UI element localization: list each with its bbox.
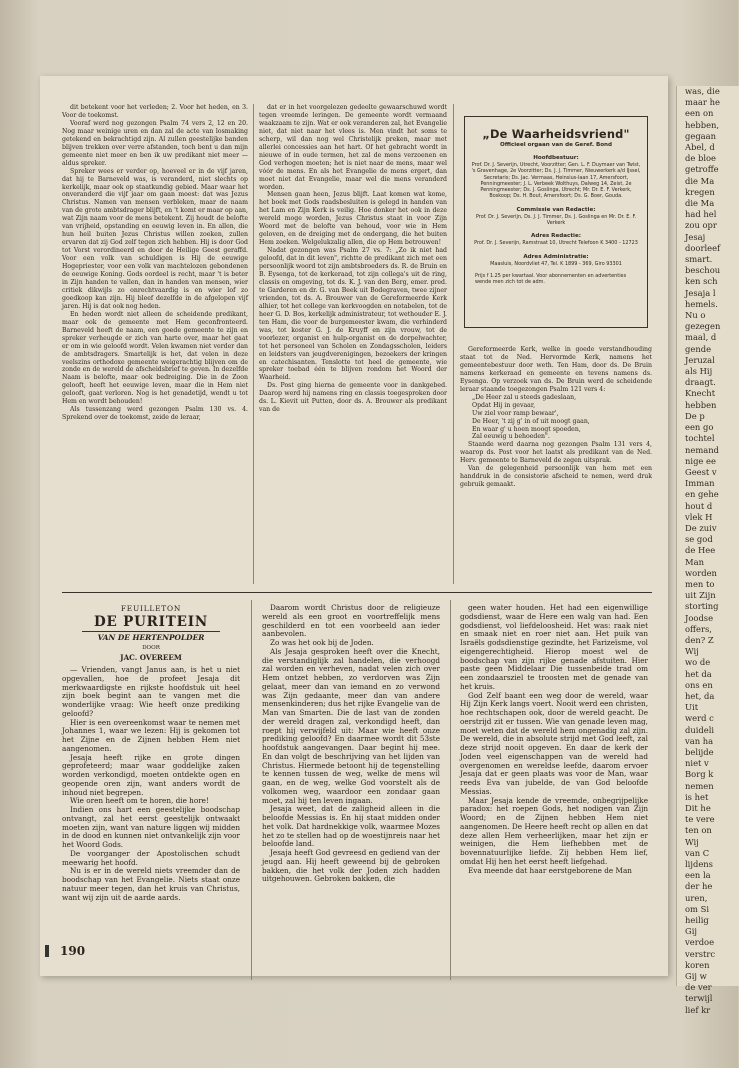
adjacent-page-line: lief kr xyxy=(685,1004,711,1015)
adjacent-page-line: heilig xyxy=(685,915,709,926)
page-number: 190 xyxy=(60,944,86,958)
adjacent-page-line: duideli xyxy=(685,724,715,735)
adjacent-page-line: is het xyxy=(685,791,709,802)
masthead-title: „De Waarheidsvriend" xyxy=(482,127,630,141)
edge-mark xyxy=(45,945,49,957)
paragraph: Uw ziel voor ramp bewaar', xyxy=(472,409,559,417)
story-title: DE PURITEIN xyxy=(94,614,208,630)
adjacent-page-line: storting xyxy=(685,601,719,612)
adjacent-page-line: om Si xyxy=(685,903,710,914)
paragraph: Van de gelegenheid persoonlijk van hem met een handdruk in de consistorie afscheid te nemen, werd druk gebruik gemaakt. xyxy=(460,465,652,489)
paragraph: Ds. Post ging hierna de gemeente voor in dankgebed. Daarop werd hij namens ring en classis toegesproken door ds. L. Kievit uit Putten, door ds. A. Brouwer als predikant van de xyxy=(259,382,447,414)
paragraph: Zal eeuwig u behoeden". xyxy=(472,433,550,441)
editorial-heading: Commissie van Redactie: xyxy=(516,206,596,213)
adjacent-page-line: van ha xyxy=(685,735,714,746)
adjacent-page-line: een la xyxy=(685,870,711,881)
paragraph: De Heer, 't zij g' in of uit moogt gaan, xyxy=(472,417,590,425)
paragraph: geen water houden. Het had een eigenwillige godsdienst, waar de Here een walg van had. Een godsdienst, vol liefdeloosheid. Het was: raak niet en smaak niet en roer niet aan. Het puik van Israëls godsdienstige gezindte, het Farizeïsme, vol eigengerechtigheid. Hierop moest wel de boodschap van zijn rijke genade afstuiten. Hier paste geen Middelaar Die tussenbeide trad om een zondaarsziel te troosten met de genade van het kruis. xyxy=(460,603,648,691)
adjacent-page-line: hemels. xyxy=(685,298,718,309)
paragraph: Als Jesaja gesproken heeft over die Knecht, die verstandiglijk zal handelen, die verhoogd zal worden en verheven, nadat velen zich over Hem ontzet hebben, zo verdorven was Zijn gelaat, meer dan van iemand en zo verwond was Zijn gedaante, meer dan van andere mensenkinderen; dus het rijke Evangelie van de Man van Smarten. Die de last van de zonden der wereld dragen zal, verkondigd heeft, dan roept hij verwijfeld uit: Maar wie heeft onze prediking geloofd? En daarmee wordt dit 53ste hoofdstuk aangevangen. Daar begint hij mee. En dan volgt de beschrijving van het lijden van Christus. Hiermede betoont hij de tegenstelling te kennen tussen de weg, welke de mens wil gaan, en de weg, welke God voorstelt als de volkomen weg, waardoor een zondaar gaan moet, zal hij ten leven ingaan. xyxy=(262,646,440,805)
adjacent-page-line: hout d xyxy=(685,500,713,511)
adjacent-page-line: worden xyxy=(685,567,717,578)
adjacent-page-line: verdoe xyxy=(685,937,715,948)
adjacent-page-line: wo de xyxy=(685,657,711,668)
adjacent-page-line: De zuiv xyxy=(685,522,717,533)
adjacent-page-line: werd c xyxy=(685,713,714,724)
paragraph: Indien ons hart een geestelijke boodschap ontvangt, zal het eerst geestelijk ontwaakt moeten zijn, want van nature liggen wij midden in de dood en kunnen niet ontvankelijk zijn voor het Woord Gods. xyxy=(62,805,240,849)
adjacent-page-line: te vere xyxy=(685,814,715,825)
feuilleton-column-3 xyxy=(460,604,648,875)
adjacent-page-line: se god xyxy=(685,534,713,545)
adjacent-page-line: niet v xyxy=(685,758,709,769)
adjacent-page-line: smart. xyxy=(685,254,713,265)
adjacent-page-line: hebben xyxy=(685,399,717,410)
story-author: JAC. OVEREEM xyxy=(120,653,182,662)
adjacent-page-line: draagt. xyxy=(685,377,716,388)
adjacent-page-line: nemen xyxy=(685,780,714,791)
adjacent-page-line: een go xyxy=(685,422,714,433)
paragraph: Staande werd daarna nog gezongen Psalm 131 vers 4, waarop ds. Post voor het laatst als predikant van de Ned. Herv. gemeente te Barneveld de zegen uitsprak. xyxy=(460,441,652,465)
story-subtitle: VAN DE HERTENPOLDER xyxy=(97,633,205,642)
feuilleton-label: FEUILLETON xyxy=(120,604,182,613)
adjacent-page-line: vlek H xyxy=(685,511,713,522)
adjacent-page-line: Gij xyxy=(685,926,697,937)
board-heading: Hoofdbestuur: xyxy=(533,155,579,161)
adjacent-page-fragment xyxy=(676,86,739,1015)
paragraph: Hier is een overeenkomst waar te nemen met Johannes 1, waar we lezen: Hij is gekomen tot het Zijne en de Zijnen hebben Hem niet aangenomen. xyxy=(62,717,240,753)
adjacent-page-line: verstrc xyxy=(685,948,716,959)
adjacent-page-line: uren, xyxy=(685,892,708,903)
paragraph: — Vrienden, vangt Janus aan, is het u niet opgevallen, hoe de profeet Jesaja dit merkwaardigste en rijkste hoofdstuk uit heel zijn boek begint aan te vangen met die wonderlijke vraag: Wie heeft onze prediking geloofd? xyxy=(62,665,240,718)
adjacent-page-line: maar he xyxy=(685,97,720,108)
column-rule xyxy=(253,104,254,584)
adjacent-page-line: Wij xyxy=(685,836,699,847)
editor-address-text: Prof. Dr. J. Severijn, Ramstraat 10, Utrecht Telefoon K 3400 - 12723 xyxy=(474,240,638,247)
adjacent-page-line: Man xyxy=(685,556,704,567)
adjacent-page-line: gende xyxy=(685,343,712,354)
paragraph: En heden wordt niet alleen de scheidende predikant, maar ook de gemeente met Hem geconfronteerd. Barneveld heeft de naam, een goede gemeente te zijn en spreker verheugde er zich van harte over, maar het gaat er om in wie geloofd wordt. Velen kwamen niet verder dan de ambtsdragers. Smartelijk is het, dat velen in deze veelszins orthodoxe gemeente weigerachtig blijven om de zonde en de wereld de afscheidsbrief te geven. In dezelfde Naam is belofte, maar ook bedreiging. Die in de Zoon gelooft, heeft het eeuwige leven, maar die in Hem niet gelooft, gaat verloren. Nog is het genadetijd, wendt u tot Hem en wordt behouden! xyxy=(62,310,248,406)
upper-column-1 xyxy=(62,104,248,422)
board-text: Prof. Dr. J. Severijn, Utrecht, Voorzitter; Gen. L. F. Duymaer van Twist, 's Gravenhage, 2e Voorzitter; Ds. J. J. Timmer, Nieuwerkerk a/d IJssel, Secretaris; Ds. Jac. Vermaas, Heinsius-laan 17, Amersfoort, Penningmeester; J. L. Verbeek Wolthuys, Dalweg 14, Zeist, 2e Penningmeester; Ds. J. Goslinga, Utrecht; Mr. Dr. E. F. Verkerk, Boskoop; Ds. H. Bout, Amersfoort; Ds. G. Boer, Gouda. xyxy=(471,162,641,200)
adjacent-page-line: tochtel xyxy=(685,433,715,444)
adjacent-page-line: die Ma xyxy=(685,175,715,186)
adjacent-page-line: het, da xyxy=(685,690,715,701)
paragraph: En waar g' u hoen moogt spoeden, xyxy=(472,425,581,433)
adjacent-page-line: was, die xyxy=(685,86,720,96)
adjacent-page-line: die Ma xyxy=(685,198,715,209)
feuilleton-column-2 xyxy=(262,604,440,884)
adjacent-page-line: Knecht xyxy=(685,388,716,399)
adjacent-page-line: Borg k xyxy=(685,769,714,780)
paragraph: God Zelf baant een weg door de wereld, waar Hij Zijn Kerk langs voert. Nooit werd een christen, hoe rechtschapen ook, door de wereld geacht. De oerstrijd zit er tussen. Wie van genade leven mag, moet weten dat de wereld hem ongenadig zal zijn. De wereld, die in absolute strijd met God leeft, zal deze strijd nooit opgeven. En daar de kerk der Joden veel eigenschappen van de wereld had overgenomen en wereldse leefde, daarom ervoer Jesaja dat er geen plaats was voor de Man, waar reeds Eva van jubelde, de van God beloofde Messias. xyxy=(460,690,648,796)
adjacent-page-line: gegaan xyxy=(685,130,717,141)
paragraph: Wie oren heeft om te horen, die hore! xyxy=(70,796,209,806)
adjacent-page-line: belijde xyxy=(685,746,714,757)
price-text: Prijs f 1.25 per kwartaal. Voor abonnementen en advertenties wende men zich tot de adm. xyxy=(475,272,627,286)
adjacent-page-line: Jeruzal xyxy=(685,354,715,365)
adjacent-page-line: beschou xyxy=(685,265,721,276)
adjacent-page-line: een on xyxy=(685,108,714,119)
adjacent-page-line: offers, xyxy=(685,623,712,634)
adjacent-page-line: ken sch xyxy=(685,276,718,287)
paragraph: Maar Jesaja kende de vreemde, onbegrijpelijke paradox: het roepen Gods, het nodigen van Zijn Woord; en de Zijnen hebben Hem niet aangenomen. De Heere heeft recht op allen en dat deze allen Hem verheerlijken, maar het zijn er weinigen, die Hem liefhebben met de bovennatuurlijke liefde. Zij hebben Hem lief, omdat Hij hen het eerst heeft liefgehad. xyxy=(460,795,648,866)
adjacent-page-line: de bloe xyxy=(685,153,717,164)
adjacent-page-line: gezegen xyxy=(685,321,721,332)
adjacent-page-line: Jesaja l xyxy=(685,287,716,298)
paragraph: Gereformeerde Kerk, welke in goede verstandhouding staat tot de Ned. Hervormde Kerk, namens het gemeentebestuur door weth. Ten Ham, door ds. De Bruin namens kerkeraad en gemeente en tevens namens ds. Eysenga. Op verzoek van ds. De Bruin werd de scheidende leraar staande toegezongen Psalm 121 vers 4: xyxy=(460,346,652,393)
adjacent-page-line: Uit xyxy=(685,702,699,713)
paragraph: Jesaja weet, dat de zaligheid alleen in die beloofde Messias is. En hij staat midden onder het volk. Dat hardnekkige volk, waarmee Mozes het zo te stellen had op de woestijnreis naar het beloofde land. xyxy=(262,804,440,849)
column-rule xyxy=(251,600,252,980)
masthead-box xyxy=(464,116,648,328)
adjacent-page-line: uit Zijn xyxy=(685,590,716,601)
adjacent-page-line: terwijl xyxy=(685,993,713,1004)
adjacent-page-line: als Hij xyxy=(685,366,713,377)
paragraph: Zo was het ook bij de Joden. xyxy=(270,638,374,647)
adjacent-page-line: den? Z xyxy=(685,634,714,645)
column-rule xyxy=(450,600,451,980)
adjacent-page-line: koren xyxy=(685,959,710,970)
admin-address-text: Maasluis, Noordvliet 47, Tel. K 1899 - 369, Giro 93301 xyxy=(490,260,622,267)
paragraph: Jesaja heeft rijke en grote dingen geprofeteerd; maar waar goddelijke zaken worden verkondigd, moeten ontdekte ogen en geopende oren zijn, want anders wordt de inhoud niet begrepen. xyxy=(62,752,240,797)
adjacent-page-line: de Hee xyxy=(685,545,716,556)
paragraph: dat er in het voorgelezen gedeelte gewaarschuwd wordt tegen vreemde leringen. De gemeente wordt vermaand waakzaam te zijn. Wat er ook veranderen zal, het Evangelie niet, dat niet naar het vlees is. Men vindt het soms te scherp, wil dan nog wel Christelijk preken, maar met allerlei concessies aan het hart. Of het gebracht wordt in nieuwe of in oude termen, het zal de mens verzoenen en God verhogen moeten; het is niet naar de mens, maar wel vóór de mens. En als het Evangelie de mens ergert, dan moet niet dat Evangelie, maar wel die mens veranderd worden. xyxy=(259,104,447,191)
feuilleton-column-1 xyxy=(62,666,240,902)
section-divider xyxy=(62,592,652,593)
adjacent-page-line: had hel xyxy=(685,209,717,220)
paragraph: De voorganger der Apostolischen schudt meewarig het hoofd. xyxy=(62,848,240,867)
adjacent-page-line: nige ee xyxy=(685,455,716,466)
admin-address-heading: Adres Administratie: xyxy=(523,253,589,260)
adjacent-page-line: der he xyxy=(685,881,713,892)
upper-column-2 xyxy=(259,104,447,414)
paragraph: Jesaja heeft God gevreesd en gediend van der jeugd aan. Hij heeft geweend bij de gebroken bakken, die het volk der Joden zich hadden uitgehouwen. Gebroken bakken, die xyxy=(262,848,440,884)
adjacent-page-line: van C xyxy=(685,847,710,858)
adjacent-page-line: Jesaj xyxy=(685,231,706,242)
paragraph: dit betekent voor het verleden; 2. Voor het heden, en 3. Voor de toekomst. xyxy=(62,104,248,119)
adjacent-page-line: ten on xyxy=(685,825,712,836)
adjacent-page-line: het da xyxy=(685,668,712,679)
adjacent-page-line: Nu o xyxy=(685,310,706,321)
story-byline-prefix: DOOR xyxy=(142,645,160,651)
upper-column-3 xyxy=(460,346,652,489)
adjacent-page-line: kregen xyxy=(685,186,715,197)
paragraph: Opdat Hij in gevaar, xyxy=(472,401,536,409)
adjacent-page-line: Wij xyxy=(685,646,699,657)
adjacent-page-line: lijdens xyxy=(685,859,713,870)
adjacent-page-line: ons en xyxy=(685,679,713,690)
paragraph: Nu is er in de wereld niets vreemder dan de boodschap van het Evangelie. Niets staat onze natuur meer tegen, dan het kruis van Christus, want wij zijn uit de aarde aards. xyxy=(62,866,240,902)
adjacent-page-line: en gehe xyxy=(685,489,719,500)
adjacent-page-line: Imman xyxy=(685,478,715,489)
adjacent-page-line: de ver xyxy=(685,982,712,993)
adjacent-page-line: Geest v xyxy=(685,466,717,477)
newspaper-page xyxy=(40,76,668,976)
paragraph: Nadat gezongen was Psalm 27 vs. 7: „Zo ik niet had geloofd, dat in dit leven", richtte de predikant zich met een persoonlijk woord tot zijn ambtsbroeders ds. R. de Bruin en B. Eysenga, tot de kerkeraad, tot zijn collega's uit de ring, classis en omgeving, tot ds. K. J. van den Berg, emer. pred. te Garderen en dr. G. van Beek uit Bodegraven, twee zijner vrienden, tot ds. A. Brouwer van de Gereformeerde Kerk alhier, tot het college van kerkvoogden en notabelen, tot de heer G. D. Bos, kerkelijk administrateur, tot wethouder E. J. ten Ham, die voor de burgemeester kwam, die verhinderd was, tot koster G. J. de Kruyff en zijn vrouw, tot de voorlezer, organist en hulp-organist en de dorpelwachter, tot het personeel van Scholen en Zondagsscholen, leiders en leidsters van jeugdverenigingen, bezoekers der kringen en catechisanten. Tenslotte tot heel de gemeente, wie spreker toebad één te blijven rondom het Woord der Waarheid. xyxy=(259,247,447,382)
paragraph: Vooraf werd nog gezongen Psalm 74 vers 2, 12 en 20. Nog maar weinige uren en dan zal de acte van losmaking getekend en bekrachtigd zijn. Al zullen geestelijke banden blijven trekken over verre afstanden, toch bent u dan mijn gemeente niet meer en ben ik uw predikant niet meer — aldus spreker. xyxy=(62,119,248,167)
adjacent-page-line: De p xyxy=(685,410,705,421)
adjacent-page-line: men to xyxy=(685,578,715,589)
paragraph: Eva meende dat haar eerstgeborene de Man xyxy=(468,865,632,875)
adjacent-page-line: maal, d xyxy=(685,332,717,343)
adjacent-page-line: Dit he xyxy=(685,803,711,813)
adjacent-page-line: zou opr xyxy=(685,220,717,231)
adjacent-page-line: hebben, xyxy=(685,119,720,130)
editor-address-heading: Adres Redactie: xyxy=(531,233,581,240)
paragraph: Spreker wees er verder op, hoeveel er in de vijf jaren, dat hij te Barneveld was, is veranderd, niet slechts op kerkelijk, maar ook op staatkundig gebied. Maar waar het onveranderd die vijf jaar om gaan moest: dat was Jezus Christus. Namen van mensen verbleken, maar de naam van de grote ambtsdrager blijft, en 't komt er maar op aan, wat Zijn naam voor de mens betekent. Zij houdt de belofte van vrijheid, opstanding en eeuwig leven in. En allen, die hun heil buiten Jezus Christus willen zoeken, zullen ervaren dat zij God zelf tegen zich hebben. Hij is door God tot Vorst verordineerd en door de Heilige Geest geraffd. Voor een volk van schuldigen is Hij de eeuwige Hogepriester, voor een volk van machtelozen gebondenen de eeuwige Koning. Gods oordeel is recht, maar 't is beter in Zijn handen te vallen, dan in handen van mensen, wier critiek dikwijls zo onrechtvaardig is en wier lof zo goedkoop kan zijn. Hij bleef dezelfde in de afgelopen vijf jaren. Hij is dat ook nog heden. xyxy=(62,167,248,310)
adjacent-page-line: Gij w xyxy=(685,971,707,982)
editorial-text: Prof. Dr. J. Severijn, Ds. J. J. Timmer, Ds. J. Goslinga en Mr. Dr. E. F. Verkerk xyxy=(475,213,637,227)
adjacent-page-line: Abel, d xyxy=(685,142,715,153)
adjacent-page-line: getroffe xyxy=(685,164,719,175)
paragraph: Mensen gaan heen, Jezus blijft. Laat komen wat kome, het boek met Gods raadsbesluiten is gelegd in handen van het Lam en Zijn Kerk is veilig. Hoe donker het ook in deze wereld moge worden, Jezus Christus staat in voor Zijn Woord met de belofte van behoud, voor wie in Hem geloven, en de dreiging met de ondergang, die het buiten Hem zoeken. Welgelukzalig allen, die op Hem betrouwen! xyxy=(259,191,447,247)
title-rule xyxy=(82,631,220,632)
masthead-subtitle: Officieel orgaan van de Geref. Bond xyxy=(499,142,613,148)
adjacent-page-line: Joodse xyxy=(685,612,714,623)
column-rule xyxy=(453,104,454,584)
adjacent-page-line: nemand xyxy=(685,444,720,455)
adjacent-page-line: doorleef xyxy=(685,242,721,253)
paragraph: „De Heer zal u steeds gadeslaan, xyxy=(472,393,577,401)
paragraph: Daarom wordt Christus door de religieuze wereld als een groot en voortreffelijk mens geschilderd en tot een voorbeeld aan ieder aanbevolen. xyxy=(262,603,440,639)
paragraph: Als tussenzang werd gezongen Psalm 130 vs. 4. Sprekend over de toekomst, zeide de leraar, xyxy=(62,406,248,422)
